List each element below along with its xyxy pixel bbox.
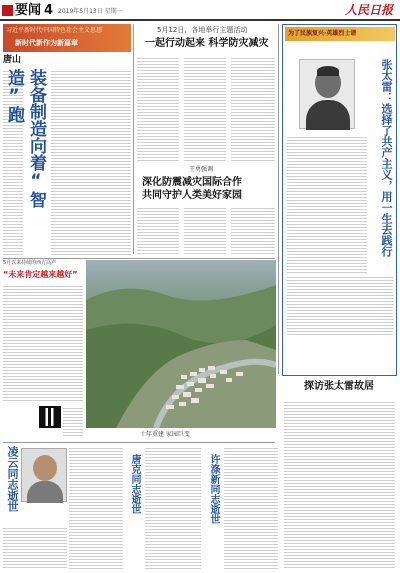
- obit1-portrait: [21, 448, 67, 502]
- left-story: [3, 55, 131, 255]
- obituary-2: [125, 444, 201, 572]
- feature-banner: [285, 27, 395, 41]
- paper-logo: 人民日报: [345, 3, 394, 17]
- center-mid-story: [137, 166, 275, 256]
- banner-line-2: 新时代新作为新篇章: [15, 39, 78, 47]
- center-mid-kicker: 王勇强调: [189, 166, 214, 173]
- qr-code[interactable]: [39, 406, 61, 428]
- page-number: 4: [44, 3, 54, 18]
- photo-caption: 十年重建 家园巨变: [140, 431, 190, 438]
- left-mid-headline: “未来肯定越来越好”: [3, 270, 78, 279]
- center-mid-headline-2: 共同守护人类美好家园: [142, 190, 242, 201]
- obituary-3: [204, 444, 278, 572]
- center-top-headline: 一起行动起来 科学防灾减灾: [145, 38, 269, 49]
- center-top-story: [137, 24, 275, 164]
- obit3-headline: 许涤新同志逝世: [208, 454, 219, 524]
- right-feature: [282, 24, 397, 376]
- sidebar-headline: 探访张太雷故居: [304, 381, 374, 392]
- obit2-headline: 唐克同志逝世: [129, 454, 140, 514]
- center-mid-headline-1: 深化防震减灾国际合作: [142, 177, 242, 188]
- left-mid-kicker: 5月以来持续的西方高声: [3, 260, 57, 266]
- left-mid-story: [3, 260, 83, 440]
- feature-headline: 张太雷：选择了共产主义，用一生去践行: [380, 59, 393, 257]
- portrait-photo: [299, 59, 355, 129]
- issue-date: 2019年5月13日 星期一: [58, 8, 123, 15]
- obituary-1: [3, 444, 123, 572]
- left-story-headline: 装备制造向着“智造”跑: [4, 69, 46, 208]
- section-icon: [2, 5, 13, 16]
- sidebar-story: [282, 378, 397, 573]
- valley-photo: [86, 260, 276, 428]
- feature-banner-text: 为了民族复兴·英雄烈士谱: [288, 30, 357, 37]
- valley-illustration: [86, 260, 276, 428]
- obit1-headline: 凌云同志逝世: [6, 446, 19, 512]
- region-label: 唐山: [3, 55, 22, 65]
- banner-line-1: 习近平新时代中国特色社会主义思想: [6, 27, 103, 34]
- center-top-kicker: 5月12日，各地举行主题活动: [157, 26, 248, 34]
- section-title: 要闻: [15, 3, 42, 18]
- masthead: [0, 0, 400, 22]
- theme-banner: [3, 24, 131, 52]
